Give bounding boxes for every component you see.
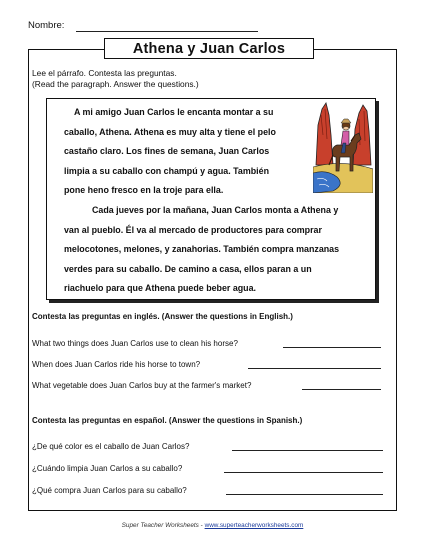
spanish-question-1: ¿De qué color es el caballo de Juan Carlos? [32,442,190,451]
english-answer-line-1[interactable] [283,347,381,348]
story-line: van al pueblo. Él va al mercado de productores para comprar [64,224,322,235]
story-paragraph-2 [64,201,370,299]
instructions-spanish: Lee el párrafo. Contesta las preguntas. [32,68,177,78]
story-line: caballo, Athena. Athena es muy alta y tiene el pelo [64,126,276,137]
story-line: A mi amigo Juan Carlos le encanta montar a su [74,107,274,117]
english-question-3: What vegetable does Juan Carlos buy at the farmer's market? [32,381,252,390]
horse-rider-illustration [313,95,373,193]
story-line: riachuelo para que Athena puede beber agua. [64,283,257,294]
worksheet-title [104,38,314,59]
footer-separator: - [200,522,203,529]
spanish-answer-line-2[interactable] [224,472,383,473]
spanish-section-heading: Contesta las preguntas en español. (Answer the questions in Spanish.) [32,416,303,425]
story-line: pone heno fresco en la troje para ella. [64,185,224,196]
story-line: castaño claro. Los fines de semana, Juan Carlos [64,146,270,157]
spanish-answer-line-3[interactable] [226,494,383,495]
english-answer-line-3[interactable] [302,389,381,390]
name-label: Nombre: [28,20,65,31]
english-section-heading: Contesta las preguntas en inglés. (Answer the questions in English.) [32,312,293,321]
story-line: limpia a su caballo con champú y agua. También [64,165,269,176]
footer-website-link[interactable]: www.superteacherworksheets.com [204,522,304,529]
worksheet-title-text: Athena y Juan Carlos [132,40,286,57]
spanish-answer-line-1[interactable] [232,450,383,451]
spanish-question-3: ¿Qué compra Juan Carlos para su caballo? [32,486,187,495]
english-answer-line-2[interactable] [248,368,381,369]
footer-brand: Super Teacher Worksheets [121,522,199,529]
instructions-english: (Read the paragraph. Answer the questions.) [32,79,199,89]
footer [0,522,425,529]
rock-left [316,103,333,165]
spanish-question-2: ¿Cuándo limpia Juan Carlos a su caballo? [32,464,183,473]
story-paragraph-1 [64,103,306,201]
story-line: Cada jueves por la mañana, Juan Carlos monta a Athena y [92,205,339,215]
english-question-1: What two things does Juan Carlos use to clean his horse? [32,339,238,348]
story-line: verdes para su caballo. De camino a casa, ellos paran a un [64,263,312,274]
instructions [32,68,199,90]
story-line: melocotones, melones, y zanahorias. También compra manzanas [64,244,340,255]
english-question-2: When does Juan Carlos ride his horse to town? [32,360,201,369]
name-answer-line[interactable] [76,31,258,32]
